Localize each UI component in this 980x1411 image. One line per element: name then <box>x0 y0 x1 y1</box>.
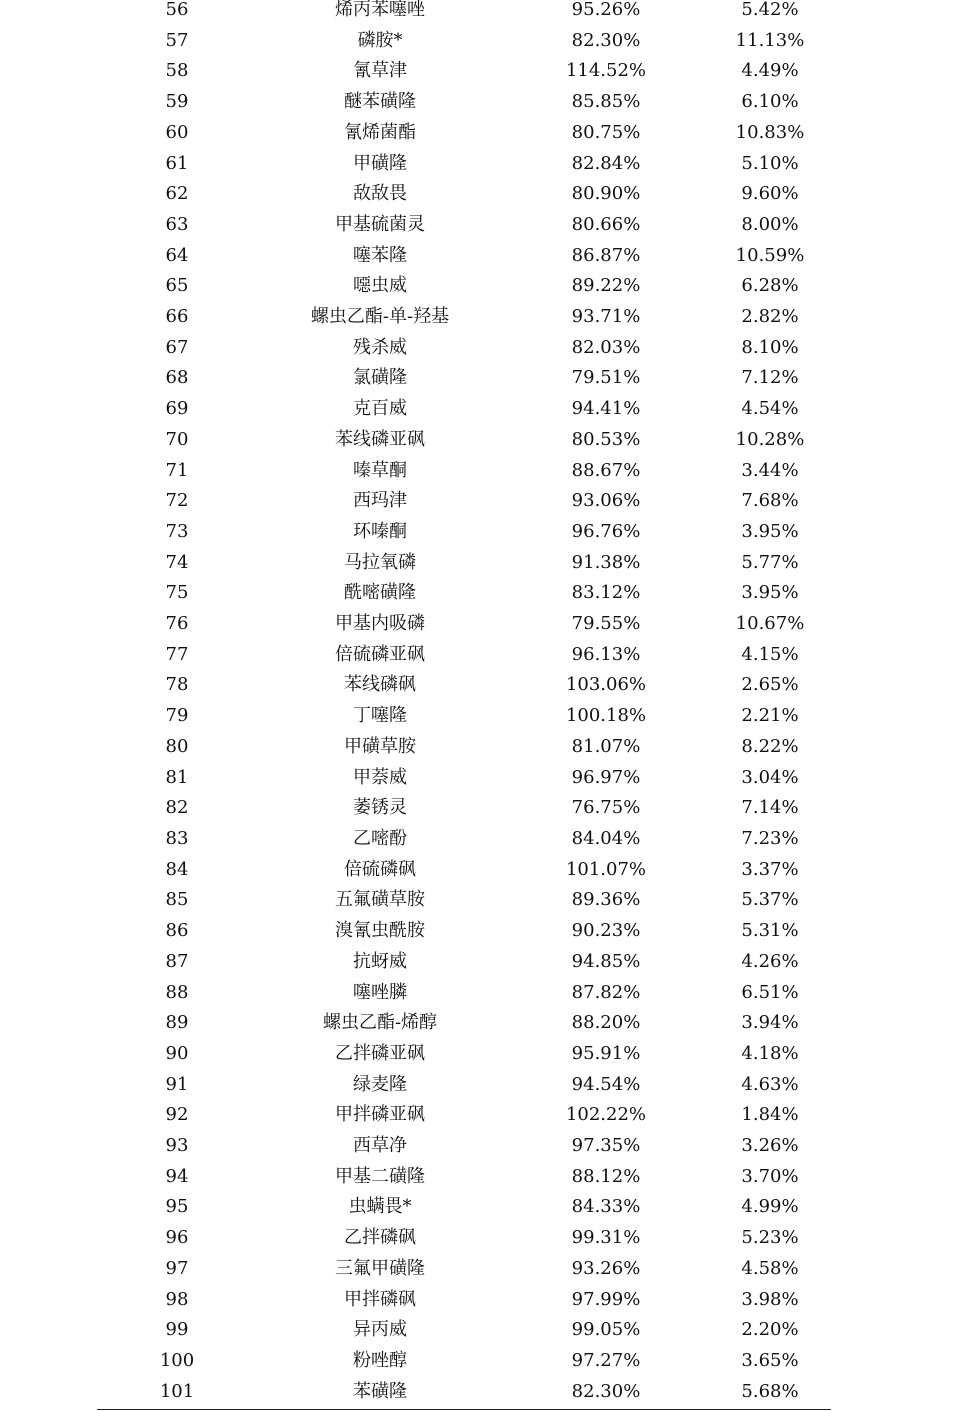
cell-rsd: 2.65% <box>741 674 799 696</box>
cell-recovery: 93.06% <box>571 490 641 512</box>
cell-number: 91 <box>165 1073 189 1095</box>
cell-number: 93 <box>165 1135 189 1157</box>
table-row <box>97 179 831 210</box>
cell-number: 56 <box>165 0 189 20</box>
cell-number: 65 <box>165 275 189 297</box>
cell-number: 99 <box>165 1319 189 1341</box>
cell-number: 59 <box>165 91 189 113</box>
table-row <box>97 241 831 272</box>
cell-compound-name: 苯线磷砜 <box>344 674 416 696</box>
cell-compound-name: 磷胺* <box>357 29 403 51</box>
cell-compound-name: 环嗪酮 <box>353 520 407 542</box>
table-row <box>97 855 831 886</box>
cell-number: 63 <box>165 213 189 235</box>
cell-recovery: 80.75% <box>571 121 641 143</box>
cell-compound-name: 西玛津 <box>353 490 407 512</box>
table-row <box>97 793 831 824</box>
cell-compound-name: 甲拌磷砜 <box>344 1288 416 1310</box>
cell-recovery: 83.12% <box>571 582 641 604</box>
table-row <box>97 1039 831 1070</box>
cell-recovery: 89.22% <box>571 275 641 297</box>
table-row <box>97 333 831 364</box>
table-row <box>97 394 831 425</box>
cell-number: 98 <box>165 1288 189 1310</box>
cell-rsd: 3.37% <box>741 858 799 880</box>
table-row <box>97 302 831 333</box>
cell-number: 58 <box>165 60 189 82</box>
cell-compound-name: 氯磺隆 <box>353 367 407 389</box>
cell-rsd: 6.51% <box>741 981 799 1003</box>
cell-recovery: 97.27% <box>571 1349 641 1371</box>
cell-compound-name: 噻苯隆 <box>353 244 407 266</box>
cell-recovery: 96.13% <box>571 643 641 665</box>
cell-number: 57 <box>165 29 189 51</box>
table-row <box>97 26 831 57</box>
cell-compound-name: 氰草津 <box>353 60 407 82</box>
cell-recovery: 94.41% <box>571 398 641 420</box>
cell-number: 83 <box>165 827 189 849</box>
cell-rsd: 4.49% <box>741 60 799 82</box>
cell-recovery: 114.52% <box>565 60 647 82</box>
table-row <box>97 670 831 701</box>
table-row <box>97 1346 831 1377</box>
cell-rsd: 7.23% <box>741 827 799 849</box>
table-bottom-rule <box>97 1409 831 1410</box>
cell-recovery: 102.22% <box>565 1104 647 1126</box>
cell-rsd: 8.22% <box>741 735 799 757</box>
cell-number: 85 <box>165 889 189 911</box>
cell-recovery: 82.30% <box>571 1380 641 1402</box>
cell-recovery: 94.54% <box>571 1073 641 1095</box>
cell-number: 84 <box>165 858 189 880</box>
cell-number: 64 <box>165 244 189 266</box>
cell-compound-name: 甲萘威 <box>353 766 407 788</box>
table-row <box>97 363 831 394</box>
cell-rsd: 5.68% <box>741 1380 799 1402</box>
cell-rsd: 4.18% <box>741 1042 799 1064</box>
table-row <box>97 701 831 732</box>
cell-rsd: 6.10% <box>741 91 799 113</box>
cell-rsd: 10.83% <box>735 121 805 143</box>
table-row <box>97 732 831 763</box>
cell-number: 72 <box>165 490 189 512</box>
cell-recovery: 94.85% <box>571 950 641 972</box>
cell-number: 77 <box>165 643 189 665</box>
cell-number: 80 <box>165 735 189 757</box>
cell-compound-name: 三氟甲磺隆 <box>335 1257 425 1279</box>
cell-rsd: 3.95% <box>741 520 799 542</box>
cell-number: 76 <box>165 613 189 635</box>
cell-compound-name: 甲基二磺隆 <box>335 1165 425 1187</box>
table-row <box>97 56 831 87</box>
cell-compound-name: 倍硫磷亚砜 <box>335 643 425 665</box>
cell-recovery: 80.66% <box>571 213 641 235</box>
table-row <box>97 1223 831 1254</box>
cell-compound-name: 丁噻隆 <box>353 705 407 727</box>
cell-number: 66 <box>165 306 189 328</box>
cell-recovery: 84.33% <box>571 1196 641 1218</box>
cell-compound-name: 残杀威 <box>353 336 407 358</box>
cell-compound-name: 醚苯磺隆 <box>344 91 416 113</box>
table-row <box>97 1285 831 1316</box>
cell-rsd: 11.13% <box>735 29 805 51</box>
cell-recovery: 101.07% <box>565 858 647 880</box>
table-row <box>97 1162 831 1193</box>
cell-rsd: 3.04% <box>741 766 799 788</box>
cell-compound-name: 乙拌磷砜 <box>344 1227 416 1249</box>
cell-compound-name: 烯丙苯噻唑 <box>335 0 425 20</box>
cell-rsd: 5.77% <box>741 551 799 573</box>
cell-rsd: 2.82% <box>741 306 799 328</box>
cell-number: 75 <box>165 582 189 604</box>
cell-compound-name: 噻唑膦 <box>353 981 407 1003</box>
cell-number: 68 <box>165 367 189 389</box>
cell-rsd: 7.14% <box>741 797 799 819</box>
cell-number: 74 <box>165 551 189 573</box>
cell-number: 97 <box>165 1257 189 1279</box>
cell-compound-name: 乙嘧酚 <box>353 827 407 849</box>
cell-compound-name: 虫螨畏* <box>348 1196 412 1218</box>
cell-recovery: 88.20% <box>571 1012 641 1034</box>
cell-recovery: 100.18% <box>565 705 647 727</box>
cell-recovery: 82.03% <box>571 336 641 358</box>
cell-number: 86 <box>165 920 189 942</box>
cell-number: 78 <box>165 674 189 696</box>
cell-recovery: 96.76% <box>571 520 641 542</box>
cell-recovery: 96.97% <box>571 766 641 788</box>
cell-rsd: 4.15% <box>741 643 799 665</box>
cell-rsd: 2.20% <box>741 1319 799 1341</box>
cell-rsd: 5.42% <box>741 0 799 20</box>
cell-number: 88 <box>165 981 189 1003</box>
cell-rsd: 3.44% <box>741 459 799 481</box>
results-table <box>97 0 831 1407</box>
cell-compound-name: 螺虫乙酯-单-羟基 <box>310 306 450 328</box>
table-row <box>97 456 831 487</box>
cell-rsd: 8.00% <box>741 213 799 235</box>
cell-rsd: 4.63% <box>741 1073 799 1095</box>
cell-rsd: 5.10% <box>741 152 799 174</box>
table-row <box>97 486 831 517</box>
cell-rsd: 8.10% <box>741 336 799 358</box>
cell-recovery: 90.23% <box>571 920 641 942</box>
cell-compound-name: 西草净 <box>353 1135 407 1157</box>
table-row <box>97 1131 831 1162</box>
cell-compound-name: 马拉氧磷 <box>344 551 416 573</box>
cell-rsd: 7.12% <box>741 367 799 389</box>
cell-recovery: 91.38% <box>571 551 641 573</box>
cell-recovery: 93.26% <box>571 1257 641 1279</box>
cell-number: 101 <box>159 1380 195 1402</box>
cell-number: 79 <box>165 705 189 727</box>
table-row <box>97 1192 831 1223</box>
cell-rsd: 3.94% <box>741 1012 799 1034</box>
cell-number: 89 <box>165 1012 189 1034</box>
cell-compound-name: 萎锈灵 <box>353 797 407 819</box>
cell-number: 87 <box>165 950 189 972</box>
cell-compound-name: 酰嘧磺隆 <box>344 582 416 604</box>
table-row <box>97 0 831 26</box>
cell-compound-name: 克百威 <box>353 398 407 420</box>
cell-rsd: 4.54% <box>741 398 799 420</box>
cell-compound-name: 氰烯菌酯 <box>344 121 416 143</box>
table-row <box>97 609 831 640</box>
cell-rsd: 9.60% <box>741 183 799 205</box>
table-row <box>97 824 831 855</box>
cell-rsd: 3.70% <box>741 1165 799 1187</box>
cell-recovery: 89.36% <box>571 889 641 911</box>
table-row <box>97 640 831 671</box>
table-row <box>97 916 831 947</box>
table-row <box>97 1070 831 1101</box>
cell-rsd: 6.28% <box>741 275 799 297</box>
cell-rsd: 4.99% <box>741 1196 799 1218</box>
cell-number: 71 <box>165 459 189 481</box>
table-row <box>97 978 831 1009</box>
cell-rsd: 3.26% <box>741 1135 799 1157</box>
cell-compound-name: 苯磺隆 <box>353 1380 407 1402</box>
cell-recovery: 97.35% <box>571 1135 641 1157</box>
table-row <box>97 149 831 180</box>
table-row <box>97 210 831 241</box>
cell-compound-name: 甲基硫菌灵 <box>335 213 425 235</box>
cell-compound-name: 螺虫乙酯-烯醇 <box>322 1012 438 1034</box>
table-row <box>97 1100 831 1131</box>
cell-recovery: 82.84% <box>571 152 641 174</box>
cell-compound-name: 绿麦隆 <box>353 1073 407 1095</box>
results-table-body <box>97 0 831 1407</box>
cell-number: 92 <box>165 1104 189 1126</box>
cell-compound-name: 抗蚜威 <box>353 950 407 972</box>
table-row <box>97 947 831 978</box>
cell-compound-name: 嗪草酮 <box>353 459 407 481</box>
cell-compound-name: 甲磺隆 <box>353 152 407 174</box>
cell-recovery: 99.05% <box>571 1319 641 1341</box>
table-row <box>97 425 831 456</box>
cell-compound-name: 溴氰虫酰胺 <box>335 920 425 942</box>
cell-recovery: 82.30% <box>571 29 641 51</box>
cell-recovery: 97.99% <box>571 1288 641 1310</box>
cell-rsd: 3.98% <box>741 1288 799 1310</box>
cell-rsd: 5.23% <box>741 1227 799 1249</box>
cell-number: 94 <box>165 1165 189 1187</box>
table-row <box>97 1008 831 1039</box>
cell-number: 69 <box>165 398 189 420</box>
table-row <box>97 1377 831 1408</box>
table-row <box>97 1254 831 1285</box>
cell-number: 61 <box>165 152 189 174</box>
cell-rsd: 4.58% <box>741 1257 799 1279</box>
cell-number: 60 <box>165 121 189 143</box>
cell-rsd: 5.37% <box>741 889 799 911</box>
cell-rsd: 10.59% <box>735 244 805 266</box>
cell-number: 96 <box>165 1227 189 1249</box>
cell-number: 90 <box>165 1042 189 1064</box>
table-row <box>97 1315 831 1346</box>
cell-recovery: 81.07% <box>571 735 641 757</box>
cell-recovery: 88.12% <box>571 1165 641 1187</box>
cell-compound-name: 甲基内吸磷 <box>335 613 425 635</box>
cell-recovery: 80.90% <box>571 183 641 205</box>
cell-number: 70 <box>165 428 189 450</box>
cell-recovery: 103.06% <box>565 674 647 696</box>
cell-compound-name: 噁虫威 <box>353 275 407 297</box>
cell-compound-name: 倍硫磷砜 <box>344 858 416 880</box>
cell-recovery: 99.31% <box>571 1227 641 1249</box>
cell-number: 73 <box>165 520 189 542</box>
cell-compound-name: 异丙威 <box>353 1319 407 1341</box>
table-row <box>97 763 831 794</box>
cell-recovery: 79.51% <box>571 367 641 389</box>
cell-recovery: 88.67% <box>571 459 641 481</box>
cell-compound-name: 甲磺草胺 <box>344 735 416 757</box>
table-row <box>97 87 831 118</box>
cell-compound-name: 苯线磷亚砜 <box>335 428 425 450</box>
cell-recovery: 86.87% <box>571 244 641 266</box>
cell-number: 82 <box>165 797 189 819</box>
table-row <box>97 118 831 149</box>
cell-number: 62 <box>165 183 189 205</box>
cell-rsd: 4.26% <box>741 950 799 972</box>
cell-recovery: 76.75% <box>571 797 641 819</box>
cell-rsd: 3.95% <box>741 582 799 604</box>
cell-compound-name: 粉唑醇 <box>353 1349 407 1371</box>
cell-recovery: 80.53% <box>571 428 641 450</box>
cell-number: 95 <box>165 1196 189 1218</box>
cell-recovery: 84.04% <box>571 827 641 849</box>
table-row <box>97 517 831 548</box>
cell-rsd: 10.28% <box>735 428 805 450</box>
cell-compound-name: 五氟磺草胺 <box>335 889 425 911</box>
cell-rsd: 2.21% <box>741 705 799 727</box>
cell-recovery: 79.55% <box>571 613 641 635</box>
table-row <box>97 885 831 916</box>
cell-rsd: 5.31% <box>741 920 799 942</box>
table-row <box>97 548 831 579</box>
cell-rsd: 1.84% <box>741 1104 799 1126</box>
cell-number: 67 <box>165 336 189 358</box>
cell-rsd: 3.65% <box>741 1349 799 1371</box>
cell-recovery: 95.91% <box>571 1042 641 1064</box>
cell-compound-name: 甲拌磷亚砜 <box>335 1104 425 1126</box>
cell-compound-name: 敌敌畏 <box>353 183 407 205</box>
cell-rsd: 10.67% <box>735 613 805 635</box>
cell-number: 81 <box>165 766 189 788</box>
cell-number: 100 <box>159 1349 195 1371</box>
table-row <box>97 578 831 609</box>
cell-compound-name: 乙拌磷亚砜 <box>335 1042 425 1064</box>
table-row <box>97 271 831 302</box>
cell-recovery: 87.82% <box>571 981 641 1003</box>
cell-recovery: 95.26% <box>571 0 641 20</box>
cell-rsd: 7.68% <box>741 490 799 512</box>
cell-recovery: 93.71% <box>571 306 641 328</box>
cell-recovery: 85.85% <box>571 91 641 113</box>
